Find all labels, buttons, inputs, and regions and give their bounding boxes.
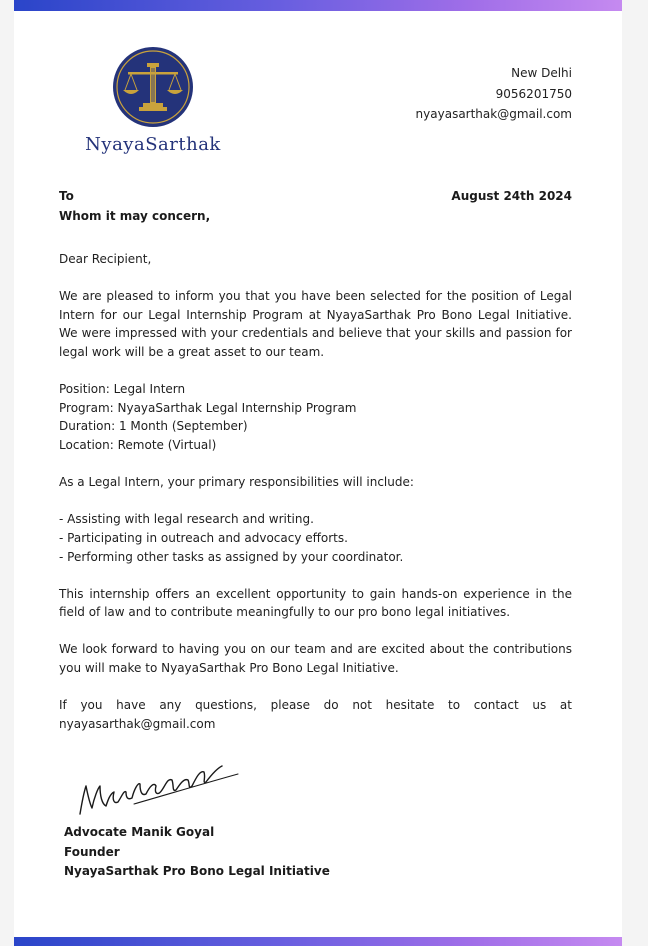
responsibility-item: - Assisting with legal research and writing. [59,512,314,527]
responsibilities-intro: As a Legal Intern, your primary responsibilities will include: [59,475,414,490]
signer-name: Advocate Manik Goyal [64,825,215,839]
bottom-accent-bar [14,937,622,946]
letter-body [59,250,572,733]
signer-title: Founder [64,844,120,859]
detail-program: Program: NyayaSarthak Legal Internship Program [59,400,357,415]
recipient-block [59,186,210,226]
signature-block [64,823,330,882]
responsibility-item: - Performing other tasks as assigned by your coordinator. [59,549,404,564]
greeting: Dear Recipient, [59,252,152,266]
detail-location: Location: Remote (Virtual) [59,437,217,452]
responsibility-item: - Participating in outreach and advocacy efforts. [59,530,348,545]
intro-paragraph: We are pleased to inform you that you have been selected for the position of Legal Intern for our Legal Internship Program at NyayaSarthak Pro Bono Legal Initiative. We were impressed with your credentials and believe that your skills and passion for legal work will be a great asset to our team. [59,289,572,359]
recipient-to: To [59,189,74,203]
contact-city: New Delhi [511,66,572,80]
questions-paragraph: If you have any questions, please do not hesitate to contact us at nyayasarthak@gmail.com [59,698,572,731]
signer-organization: NyayaSarthak Pro Bono Legal Initiative [64,864,330,878]
handwritten-signature-icon [72,756,242,826]
contact-email: nyayasarthak@gmail.com [415,107,572,121]
top-accent-bar [14,0,622,11]
brand-name: NyayaSarthak [85,134,221,155]
recipient-line: Whom it may concern, [59,209,211,223]
opportunity-paragraph: This internship offers an excellent opportunity to gain hands-on experience in the field of law and to contribute meaningfully to our pro bono legal initiatives. [59,586,572,620]
detail-duration: Duration: 1 Month (September) [59,419,248,434]
scales-of-justice-icon [112,46,194,128]
letter-date: August 24th 2024 [451,189,572,203]
contact-phone: 9056201750 [495,86,572,101]
contact-block [416,63,572,125]
closing-paragraph: We look forward to having you on our team and are excited about the contributions you will make to NyayaSarthak Pro Bono Legal Initiative. [59,642,572,676]
detail-position: Position: Legal Intern [59,382,186,397]
logo [64,46,242,155]
letter-page [14,0,622,946]
